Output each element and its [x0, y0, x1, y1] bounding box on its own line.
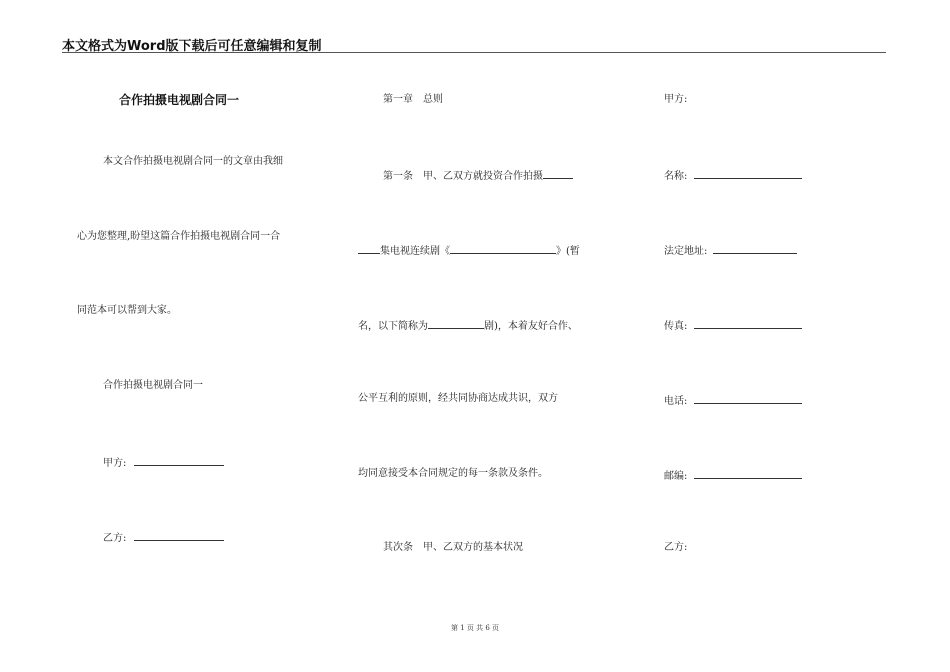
- phone-label: 电话:: [664, 396, 688, 407]
- header-title: 本文格式为Word版下载后可任意编辑和复制: [62, 39, 322, 54]
- address-label: 法定地址:: [664, 246, 708, 257]
- article-1-line-2: [358, 243, 580, 258]
- document-title: 合作拍摄电视剧合同一: [119, 93, 240, 107]
- intro-line-3: 同范本可以帮到大家。: [77, 305, 177, 316]
- col3-party-b: 乙方:: [664, 542, 688, 553]
- fax-label: 传真:: [664, 321, 688, 332]
- col3-party-a: 甲方:: [664, 94, 688, 105]
- party-b-label: 乙方:: [103, 533, 127, 544]
- article-1-text-c2: 剧)，本着友好合作、: [484, 321, 578, 332]
- abbreviation-blank: [428, 318, 484, 329]
- article-1-text-c1: 名，以下简称为: [358, 321, 428, 332]
- party-b-blank: [134, 530, 224, 541]
- name-label: 名称:: [664, 171, 688, 182]
- party-a-line: [103, 455, 224, 470]
- article-1-line-1: [383, 168, 573, 183]
- phone-blank: [694, 393, 802, 404]
- postcode-label: 邮编:: [664, 471, 688, 482]
- party-b-line: [103, 530, 224, 545]
- article-1-text-a: 第一条 甲、乙双方就投资合作拍摄: [383, 171, 543, 182]
- address-blank: [713, 243, 797, 254]
- article-1-text-b2: 》(暂: [556, 246, 580, 257]
- intro-line-1: 本文合作拍摄电视剧合同一的文章由我细: [103, 156, 283, 167]
- chapter-heading: 第一章 总则: [383, 94, 443, 105]
- contract-subtitle: 合作拍摄电视剧合同一: [103, 380, 203, 391]
- article-1-line-4: 公平互利的原则，经共同协商达成共识，双方: [358, 393, 558, 404]
- fax-blank: [694, 318, 802, 329]
- phone-line: [664, 393, 802, 408]
- article-2-heading: 其次条 甲、乙双方的基本状况: [383, 542, 523, 553]
- name-blank: [694, 168, 802, 179]
- address-line: [664, 243, 797, 258]
- postcode-line: [664, 468, 802, 483]
- party-a-blank: [134, 455, 224, 466]
- page-header: [62, 34, 886, 53]
- fax-line: [664, 318, 802, 333]
- page-footer: 第 1 页 共 6 页: [450, 624, 500, 632]
- count-blank: [358, 243, 380, 254]
- article-1-line-5: 均同意接受本合同规定的每一条款及条件。: [358, 468, 548, 479]
- party-a-label: 甲方:: [103, 458, 127, 469]
- postcode-blank: [694, 468, 802, 479]
- article-1-text-b1: 集电视连续剧《: [380, 246, 450, 257]
- article-1-line-3: [358, 318, 578, 333]
- intro-line-2: 心为您整理,盼望这篇合作拍摄电视剧合同一合: [77, 231, 281, 242]
- episodes-blank: [543, 168, 573, 179]
- series-title-blank: [450, 243, 556, 254]
- name-line: [664, 168, 802, 183]
